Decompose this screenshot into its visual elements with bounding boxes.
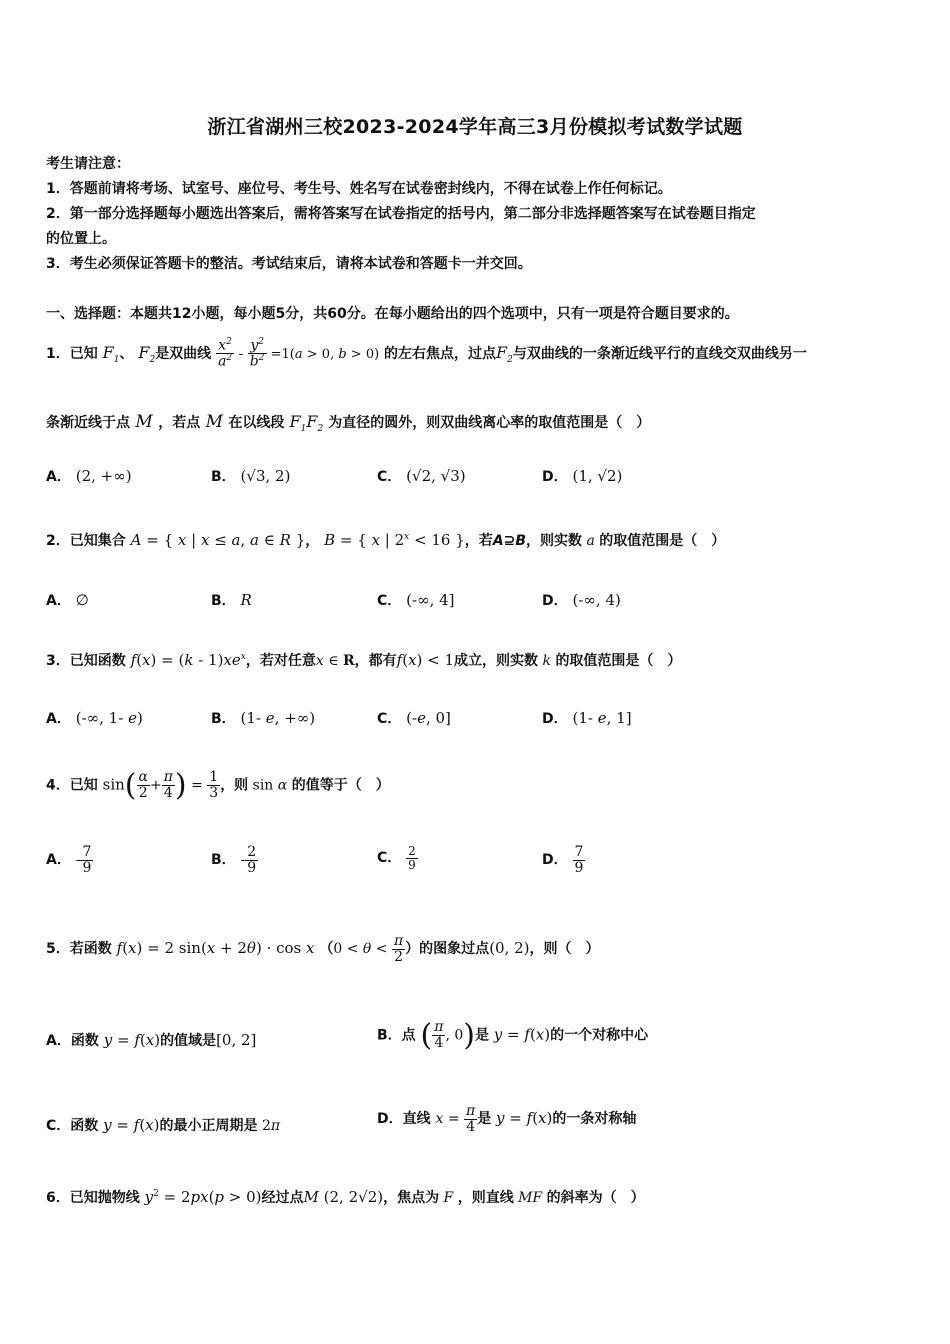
q1-option-b[interactable]: B． (√3, 2) xyxy=(211,467,291,485)
q5-option-c[interactable]: C．函数 y = f(x)的最小正周期是 2π xyxy=(46,1116,281,1134)
q5-option-d[interactable]: D．直线 x = $\frac{\pi}{4}$ 是 y = f(x)的一条对称轴 xyxy=(377,1103,637,1135)
q2-option-c[interactable]: C． (-∞, 4] xyxy=(377,591,455,609)
notice-heading: 考生请注意： xyxy=(46,156,130,172)
notice-item-2-cont: 的位置上。 xyxy=(46,231,116,247)
hyperbola-x-term: $\frac{x^2}{a^2}$ xyxy=(218,337,233,370)
q1-option-c[interactable]: C． (√2, √3) xyxy=(377,467,466,485)
question-3: 3．已知函数 $f(x) = (k - 1)xe^x$，若对任意x ∈ R，都有f(x) < 1成立，则实数 k 的取值范围是（ ） xyxy=(46,651,682,669)
q3-option-c[interactable]: C． (-e, 0] xyxy=(377,709,451,727)
f1-symbol: $F_1$ xyxy=(102,342,120,366)
q4-option-b[interactable]: B． - $\frac{2}{9}$ xyxy=(211,844,257,876)
q3-option-a[interactable]: A． (-∞, 1- e) xyxy=(46,709,143,727)
question-5: 5．若函数 f(x) = 2 sin(x + 2θ) · cos x （0 < θ < $\frac{\pi}{2}$ ）的图象过点(0, 2)，则（ ） xyxy=(46,933,600,965)
q1-option-d[interactable]: D． (1, √2) xyxy=(542,467,623,485)
q3-option-d[interactable]: D． (1- e, 1] xyxy=(542,709,632,727)
q2-option-a[interactable]: A． ∅ xyxy=(46,591,89,609)
notice-item-2: 2．第一部分选择题每小题选出答案后，需将答案写在试卷指定的括号内，第二部分非选择题答案写在试卷题目指定 xyxy=(46,206,756,222)
q5-option-b[interactable]: B．点 ( $\frac{\pi}{4}$ , 0)是 y = f(x)的一个对称中心 xyxy=(377,1018,649,1053)
f2-symbol: $F_2$ xyxy=(138,342,156,366)
q4-option-c[interactable]: C． $\frac{2}{9}$ xyxy=(377,844,416,872)
question-1-line-1: 1．已知 $F_1$、 $F_2$是双曲线 $\frac{x^2}{a^2}$ - $\frac{y^2}{b^2}$ =1(a > 0, b > 0) 的左右焦点，过点$F_2$与双曲线的一条渐近线平行的直线交双曲线另一 xyxy=(46,337,807,370)
q1-option-a[interactable]: A． (2, +∞) xyxy=(46,467,132,485)
q4-option-d[interactable]: D． $\frac{7}{9}$ xyxy=(542,844,584,876)
q5-option-a[interactable]: A．函数 y = f(x)的值域是[0, 2] xyxy=(46,1031,257,1049)
hyperbola-y-term: $\frac{y^2}{b^2}$ xyxy=(249,337,265,370)
section-heading: 一、选择题：本题共12小题，每小题5分，共60分。在每小题给出的四个选项中，只有一项是符合题目要求的。 xyxy=(46,306,739,322)
question-6: 6．已知抛物线 $y^2 = 2px(p > 0)$经过点M (2, 2√2)，焦点为 F ，则直线 MF 的斜率为（ ） xyxy=(46,1188,645,1206)
q3-option-b[interactable]: B． (1- e, +∞) xyxy=(211,709,316,727)
notice-item-3: 3．考生必须保证答题卡的整洁。考试结束后，请将本试卷和答题卡一并交回。 xyxy=(46,256,532,272)
notice-item-1: 1．答题前请将考场、试室号、座位号、考生号、姓名写在试卷密封线内，不得在试卷上作任何标记。 xyxy=(46,181,672,197)
question-2: 2．已知集合 A = { x | x ≤ a, a ∈ R }， B = { x | $2^x < 16$ }，若A⊇B，则实数 a 的取值范围是（ ） xyxy=(46,531,726,549)
q4-option-a[interactable]: A． - $\frac{7}{9}$ xyxy=(46,844,92,876)
question-1-line-2: 条渐近线于点 M ，若点 M 在以线段 $F_1F_2$ 为直径的圆外，则双曲线离心率的取值范围是（ ） xyxy=(46,412,651,435)
question-4: 4．已知 sin( $\frac{\alpha}{2}$ + $\frac{\pi}{4}$ ) = $\frac{1}{3}$ ，则 sin α 的值等于（ ） xyxy=(46,768,390,803)
q2-option-d[interactable]: D． (-∞, 4) xyxy=(542,591,621,609)
exam-title: 浙江省湖州三校2023-2024学年高三3月份模拟考试数学试题 xyxy=(207,116,743,138)
q2-option-b[interactable]: B． R xyxy=(211,591,252,609)
